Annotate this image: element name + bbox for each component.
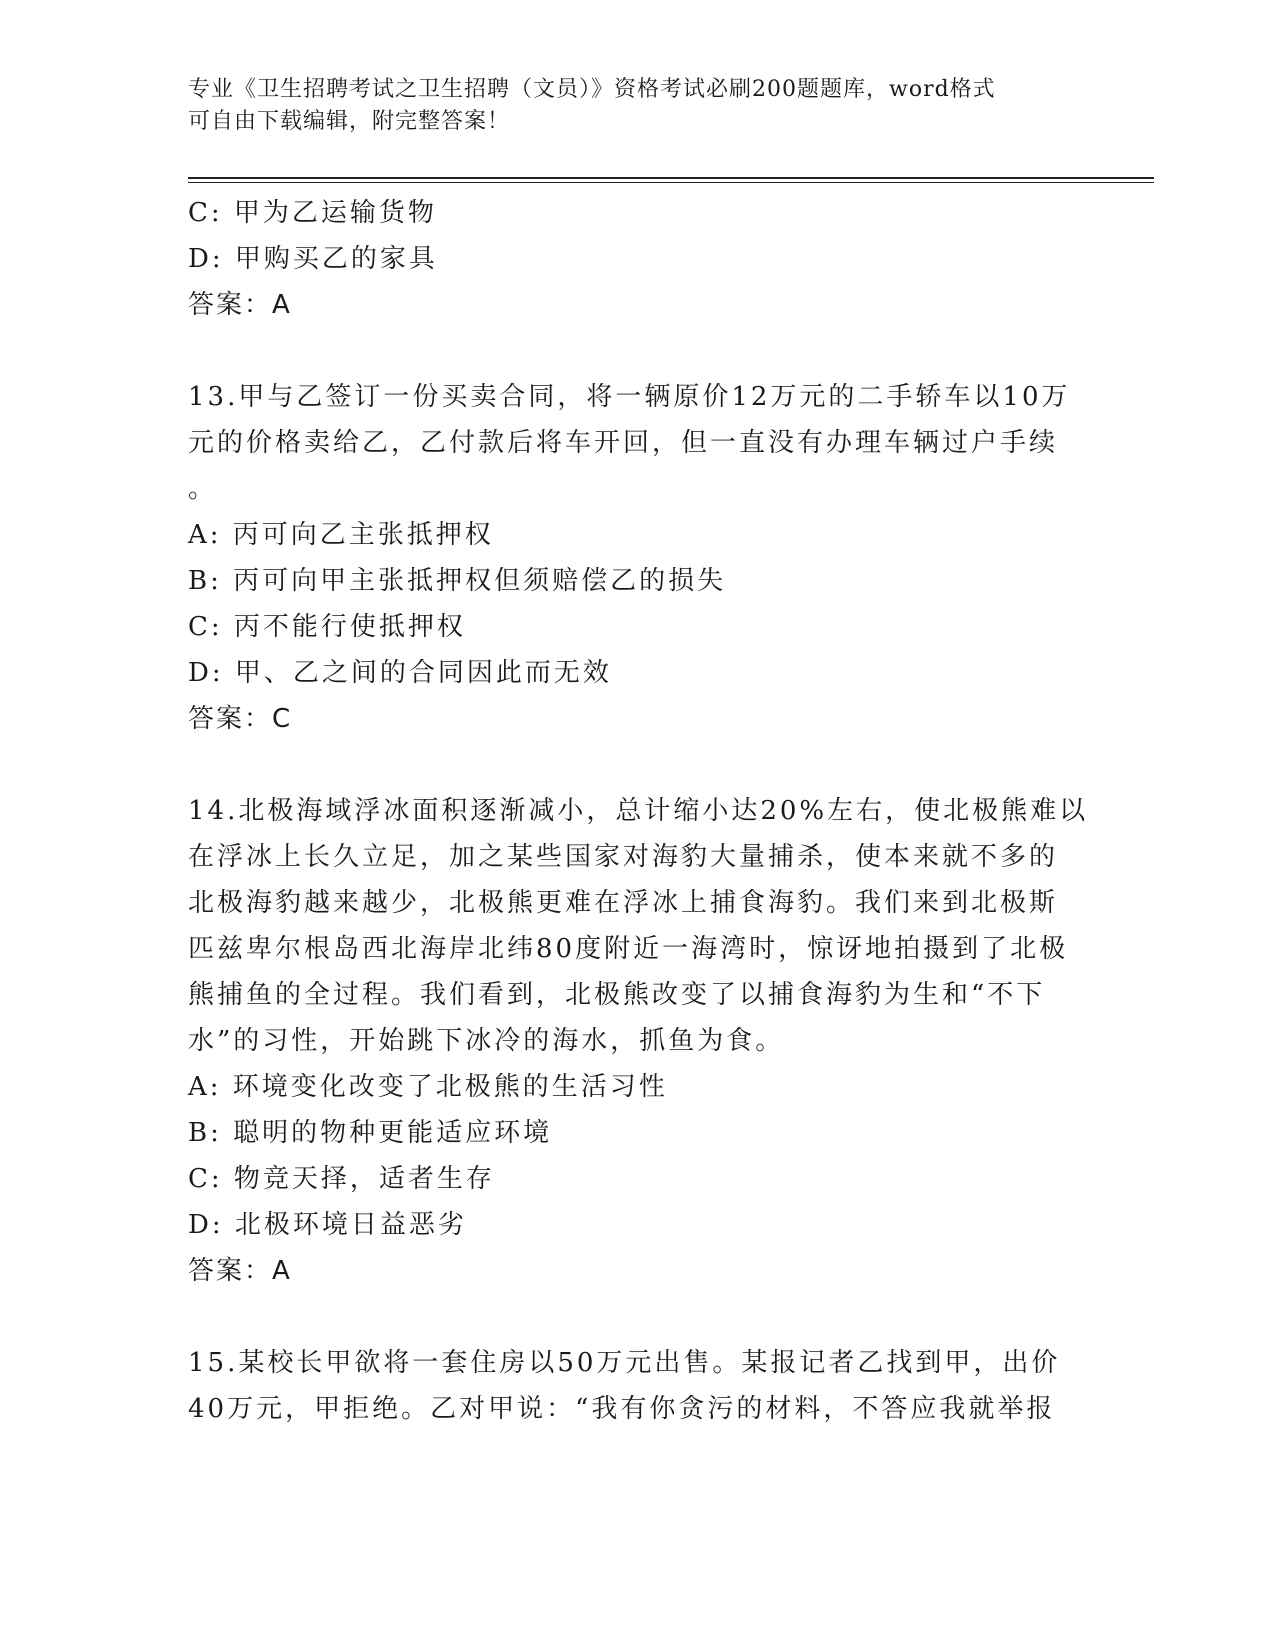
question-stem-line: 匹兹卑尔根岛西北海岸北纬80度附近一海湾时，惊讶地拍摄到了北极 [188, 934, 1069, 964]
question-content [188, 190, 1088, 1432]
option-c: C: 物竞天择，适者生存 [188, 1164, 495, 1194]
question-stem-line: 北极海豹越来越少，北极熊更难在浮冰上捕食海豹。我们来到北极斯 [188, 888, 1059, 918]
header-rule-thin [188, 182, 1154, 183]
spacer [188, 328, 1088, 374]
header-line-1: 专业《卫生招聘考试之卫生招聘（文员）》资格考试必刷200题题库，word格式 [188, 77, 996, 102]
question-stem-line: 熊捕鱼的全过程。我们看到，北极熊改变了以捕食海豹为生和“不下 [188, 980, 1046, 1010]
question-stem-line: 40万元，甲拒绝。乙对甲说：“我有你贪污的材料，不答应我就举报 [188, 1394, 1056, 1424]
question-stem-line: 。 [188, 474, 218, 504]
answer: 答案：A [188, 1256, 292, 1286]
question-12-tail [188, 190, 1088, 328]
option-d: D: 甲购买乙的家具 [188, 244, 438, 274]
question-stem-line: 14.北极海域浮冰面积逐渐减小，总计缩小达20%左右，使北极熊难以 [188, 796, 1089, 826]
answer: 答案：C [188, 704, 293, 734]
option-b: B: 丙可向甲主张抵押权但须赔偿乙的损失 [188, 566, 727, 596]
header-rule-thick [188, 177, 1154, 179]
option-c: C: 甲为乙运输货物 [188, 198, 437, 228]
page-header [188, 74, 1068, 138]
question-stem-line: 水”的习性，开始跳下冰冷的海水，抓鱼为食。 [188, 1026, 785, 1056]
question-13 [188, 374, 1088, 742]
option-d: D: 甲、乙之间的合同因此而无效 [188, 658, 612, 688]
question-stem-line: 在浮冰上长久立足，加之某些国家对海豹大量捕杀，使本来就不多的 [188, 842, 1059, 872]
option-c: C: 丙不能行使抵押权 [188, 612, 466, 642]
option-a: A: 环境变化改变了北极熊的生活习性 [188, 1072, 668, 1102]
question-stem-line: 元的价格卖给乙，乙付款后将车开回，但一直没有办理车辆过户手续 [188, 428, 1059, 458]
header-line-2: 可自由下载编辑，附完整答案！ [188, 109, 511, 134]
option-b: B: 聪明的物种更能适应环境 [188, 1118, 553, 1148]
spacer [188, 1294, 1088, 1340]
question-stem-line: 15.某校长甲欲将一套住房以50万元出售。某报记者乙找到甲，出价 [188, 1348, 1061, 1378]
question-15 [188, 1340, 1088, 1432]
question-stem-line: 13.甲与乙签订一份买卖合同，将一辆原价12万元的二手轿车以10万 [188, 382, 1071, 412]
answer: 答案：A [188, 290, 292, 320]
option-a: A: 丙可向乙主张抵押权 [188, 520, 494, 550]
spacer [188, 742, 1088, 788]
question-14 [188, 788, 1088, 1294]
option-d: D: 北极环境日益恶劣 [188, 1210, 467, 1240]
